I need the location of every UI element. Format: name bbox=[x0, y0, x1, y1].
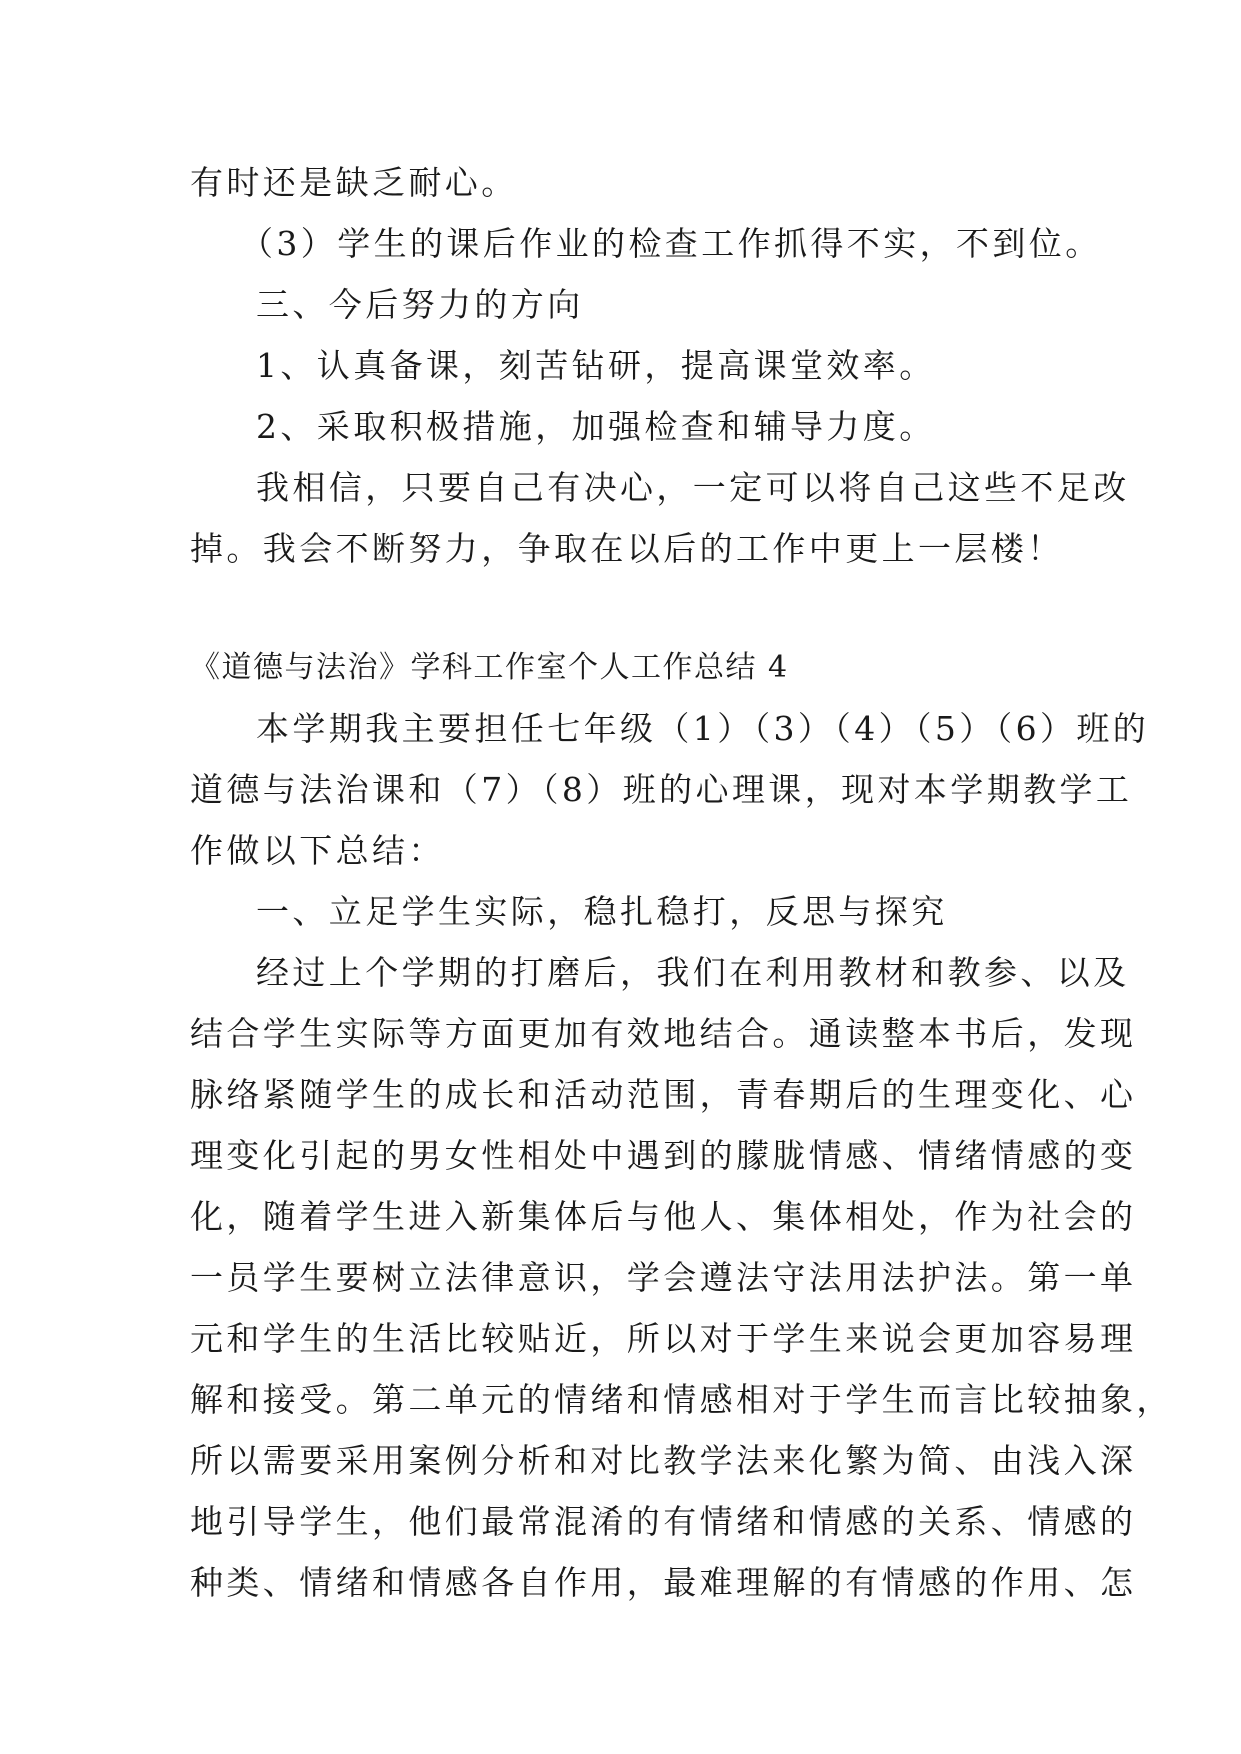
section-subheading: 一、立足学生实际，稳扎稳打，反思与探究 bbox=[256, 892, 948, 931]
paragraph-line: 作做以下总结： bbox=[190, 831, 445, 870]
paragraph-line: 我相信，只要自己有决心，一定可以将自己这些不足改 bbox=[256, 468, 1130, 507]
paragraph-line: 解和接受。第二单元的情绪和情感相对于学生而言比较抽象， bbox=[190, 1380, 1173, 1419]
paragraph-line: 有时还是缺乏耐心。 bbox=[190, 163, 518, 202]
list-item: 2、采取积极措施，加强检查和辅导力度。 bbox=[256, 407, 936, 446]
paragraph-line: 本学期我主要担任七年级（1）（3）（4）（5）（6）班的 bbox=[256, 709, 1150, 748]
paragraph-line: 道德与法治课和（7）（8）班的心理课，现对本学期教学工 bbox=[190, 770, 1133, 809]
paragraph-line: 结合学生实际等方面更加有效地结合。通读整本书后，发现 bbox=[190, 1014, 1137, 1053]
section-subheading: 三、今后努力的方向 bbox=[256, 285, 584, 324]
paragraph-line: 地引导学生，他们最常混淆的有情绪和情感的关系、情感的 bbox=[190, 1502, 1137, 1541]
paragraph-line: 掉。我会不断努力，争取在以后的工作中更上一层楼！ bbox=[190, 529, 1064, 568]
paragraph-line: 一员学生要树立法律意识，学会遵法守法用法护法。第一单 bbox=[190, 1258, 1137, 1297]
paragraph-line: 脉络紧随学生的成长和活动范围，青春期后的生理变化、心 bbox=[190, 1075, 1137, 1114]
paragraph-line: 经过上个学期的打磨后，我们在利用教材和教参、以及 bbox=[256, 953, 1130, 992]
list-item: （3）学生的课后作业的检查工作抓得不实，不到位。 bbox=[240, 224, 1102, 263]
paragraph-line: 元和学生的生活比较贴近，所以对于学生来说会更加容易理 bbox=[190, 1319, 1137, 1358]
paragraph-line: 理变化引起的男女性相处中遇到的朦胧情感、情绪情感的变 bbox=[190, 1136, 1137, 1175]
paragraph-line: 化，随着学生进入新集体后与他人、集体相处，作为社会的 bbox=[190, 1197, 1137, 1236]
section-title: 《道德与法治》学科工作室个人工作总结 4 bbox=[190, 650, 789, 685]
paragraph-line: 所以需要采用案例分析和对比教学法来化繁为简、由浅入深 bbox=[190, 1441, 1137, 1480]
paragraph-line: 种类、情绪和情感各自作用，最难理解的有情感的作用、怎 bbox=[190, 1563, 1137, 1602]
list-item: 1、认真备课，刻苦钻研，提高课堂效率。 bbox=[256, 346, 936, 385]
document-body bbox=[190, 152, 1173, 1613]
